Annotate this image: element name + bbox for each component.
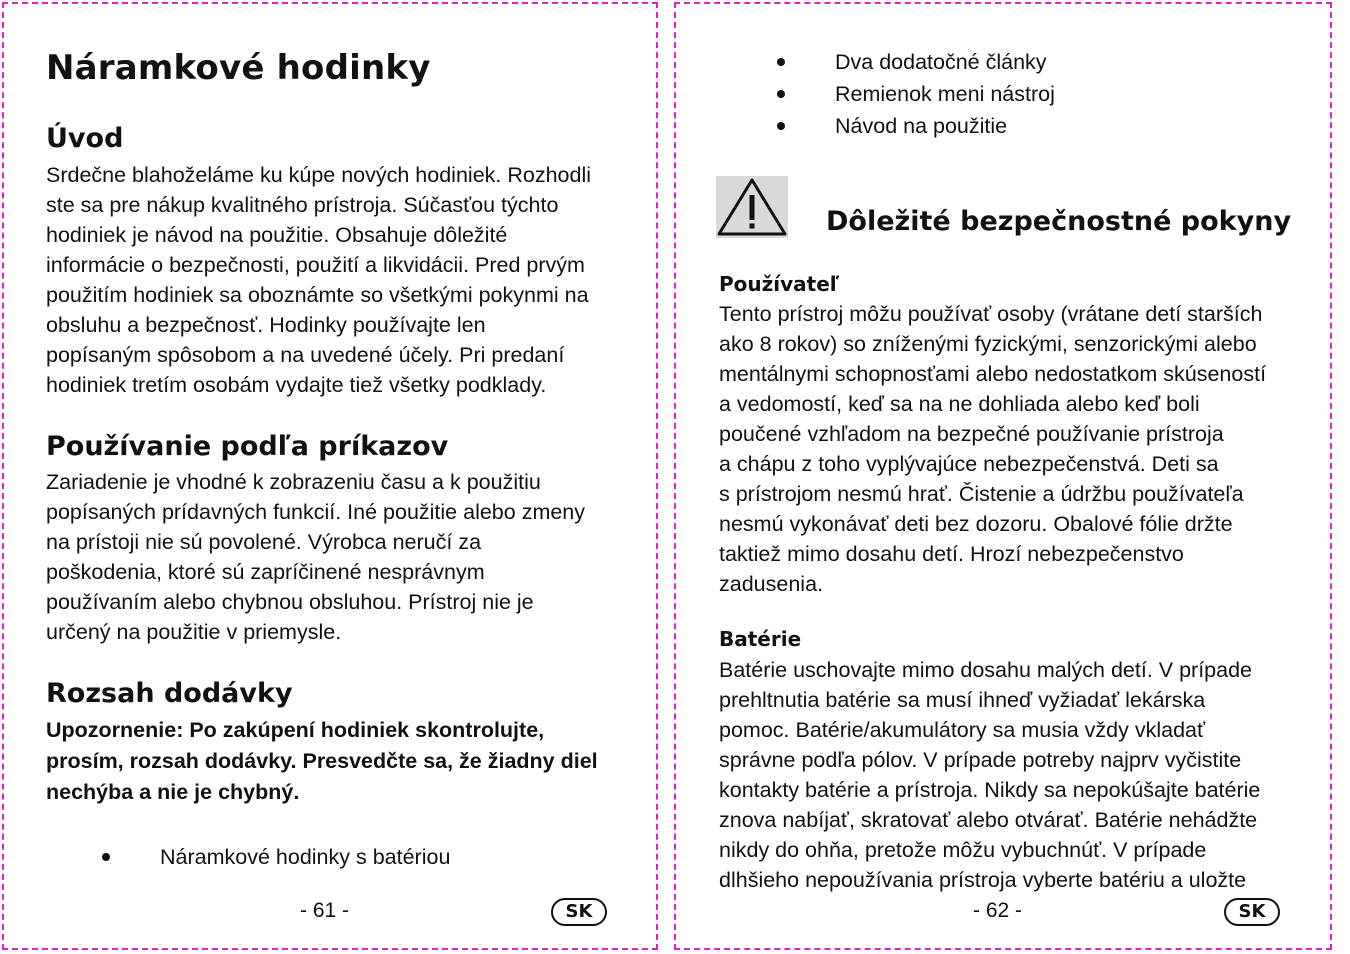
text-line: pomoc. Batérie/akumulátory sa musia vždy vkladať	[719, 718, 1206, 742]
text-line: poškodenia, ktoré sú zapríčinené nesprávnym	[46, 560, 485, 584]
text-line: Srdečne blahoželáme ku kúpe nových hodiniek. Rozhodli	[46, 163, 592, 187]
text-line: nechýba a nie je chybný.	[46, 780, 300, 804]
safety-heading: Dôležité bezpečnostné pokyny	[826, 206, 1292, 237]
intro-paragraph	[46, 160, 591, 400]
page-number: - 61 -	[300, 899, 350, 922]
text-line: s prístrojom nesmú hrať. Čistenie a údržbu používateľa	[719, 482, 1244, 506]
text-line: Upozornenie: Po zakúpení hodiniek skontrolujte,	[46, 718, 545, 742]
usage-paragraph	[46, 467, 585, 647]
text-line: a chápu z toho vyplývajúce nebezpečenstvá. Deti sa	[719, 452, 1219, 476]
language-badge: SK	[551, 898, 607, 926]
bullet-icon	[102, 853, 110, 861]
text-line: hodiniek tretím osobám vydajte tiež všetky podklady.	[46, 373, 547, 397]
text-line: informácie o bezpečnosti, použití a likvidácii. Pred prvým	[46, 253, 585, 277]
text-line: Batérie uschovajte mimo dosahu malých detí. V prípade	[719, 658, 1253, 682]
text-line: určený na použitie v priemysle.	[46, 620, 342, 644]
text-line: taktiež mimo dosahu detí. Hrozí nebezpečenstvo	[719, 542, 1184, 566]
text-line: popísaných prídavných funkcií. Iné použitie alebo zmeny	[46, 500, 586, 524]
text-line: znova nabíjať, skratovať alebo otvárať. Batérie nehádžte	[719, 808, 1258, 832]
text-line: na prístoji nie sú povolené. Výrobca neručí za	[46, 530, 482, 554]
text-line: Tento prístroj môžu používať osoby (vrátane detí starších	[719, 302, 1263, 326]
delivery-notice	[46, 715, 598, 808]
text-line: používaním alebo chybnou obsluhou. Prístroj nie je	[46, 590, 534, 614]
bullet-icon	[777, 122, 785, 130]
page-title: Náramkové hodinky	[46, 48, 431, 88]
text-line: ste sa pre nákup kvalitného prístroja. Súčasťou týchto	[46, 193, 559, 217]
bullet-icon	[777, 90, 785, 98]
language-badge: SK	[1224, 898, 1280, 926]
text-line: nikdy do ohňa, pretože môžu vybuchnúť. V prípade	[719, 838, 1207, 862]
text-line: kontakty batérie a prístroja. Nikdy sa nepokúšajte batérie	[719, 778, 1261, 802]
intro-heading: Úvod	[46, 123, 124, 154]
user-heading: Používateľ	[719, 272, 840, 296]
usage-heading: Používanie podľa príkazov	[46, 431, 449, 462]
text-line: použitím hodiniek sa oboznámte so všetkými pokynmi na	[46, 283, 589, 307]
text-line: Zariadenie je vhodné k zobrazeniu času a k použitiu	[46, 470, 541, 494]
text-line: ako 8 rokov) so zníženými fyzickými, senzorickými alebo	[719, 332, 1257, 356]
page-number: - 62 -	[973, 899, 1023, 922]
battery-heading: Batérie	[719, 627, 802, 651]
text-line: dlhšieho nepoužívania prístroja vyberte batériu a uložte	[719, 868, 1247, 892]
text-line: poučené vzhľadom na bezpečné používanie prístroja	[719, 422, 1224, 446]
bullet-icon	[777, 58, 785, 66]
delivery-heading: Rozsah dodávky	[46, 678, 293, 709]
text-line: a vedomostí, keď sa na ne dohliada alebo keď boli	[719, 392, 1200, 416]
text-line: nesmú vykonávať deti bez dozoru. Obalové fólie držte	[719, 512, 1233, 536]
text-line: prosím, rozsah dodávky. Presvedčte sa, že žiadny diel	[46, 749, 598, 773]
user-paragraph	[719, 299, 1266, 599]
battery-paragraph	[719, 655, 1260, 895]
text-line: zadusenia.	[719, 572, 823, 596]
text-line: mentálnymi schopnosťami alebo nedostatkom skúseností	[719, 362, 1267, 386]
warning-icon	[716, 176, 788, 238]
text-line: popísaným spôsobom a na uvedené účely. Pri predaní	[46, 343, 565, 367]
text-line: hodiniek je návod na použitie. Obsahuje dôležité	[46, 223, 508, 247]
text-line: prehltnutia batérie sa musí ihneď vyžiadať lekárska	[719, 688, 1206, 712]
text-line: správne podľa pólov. V prípade potreby najprv vyčistite	[719, 748, 1242, 772]
text-line: obsluhu a bezpečnosť. Hodinky používajte len	[46, 313, 486, 337]
